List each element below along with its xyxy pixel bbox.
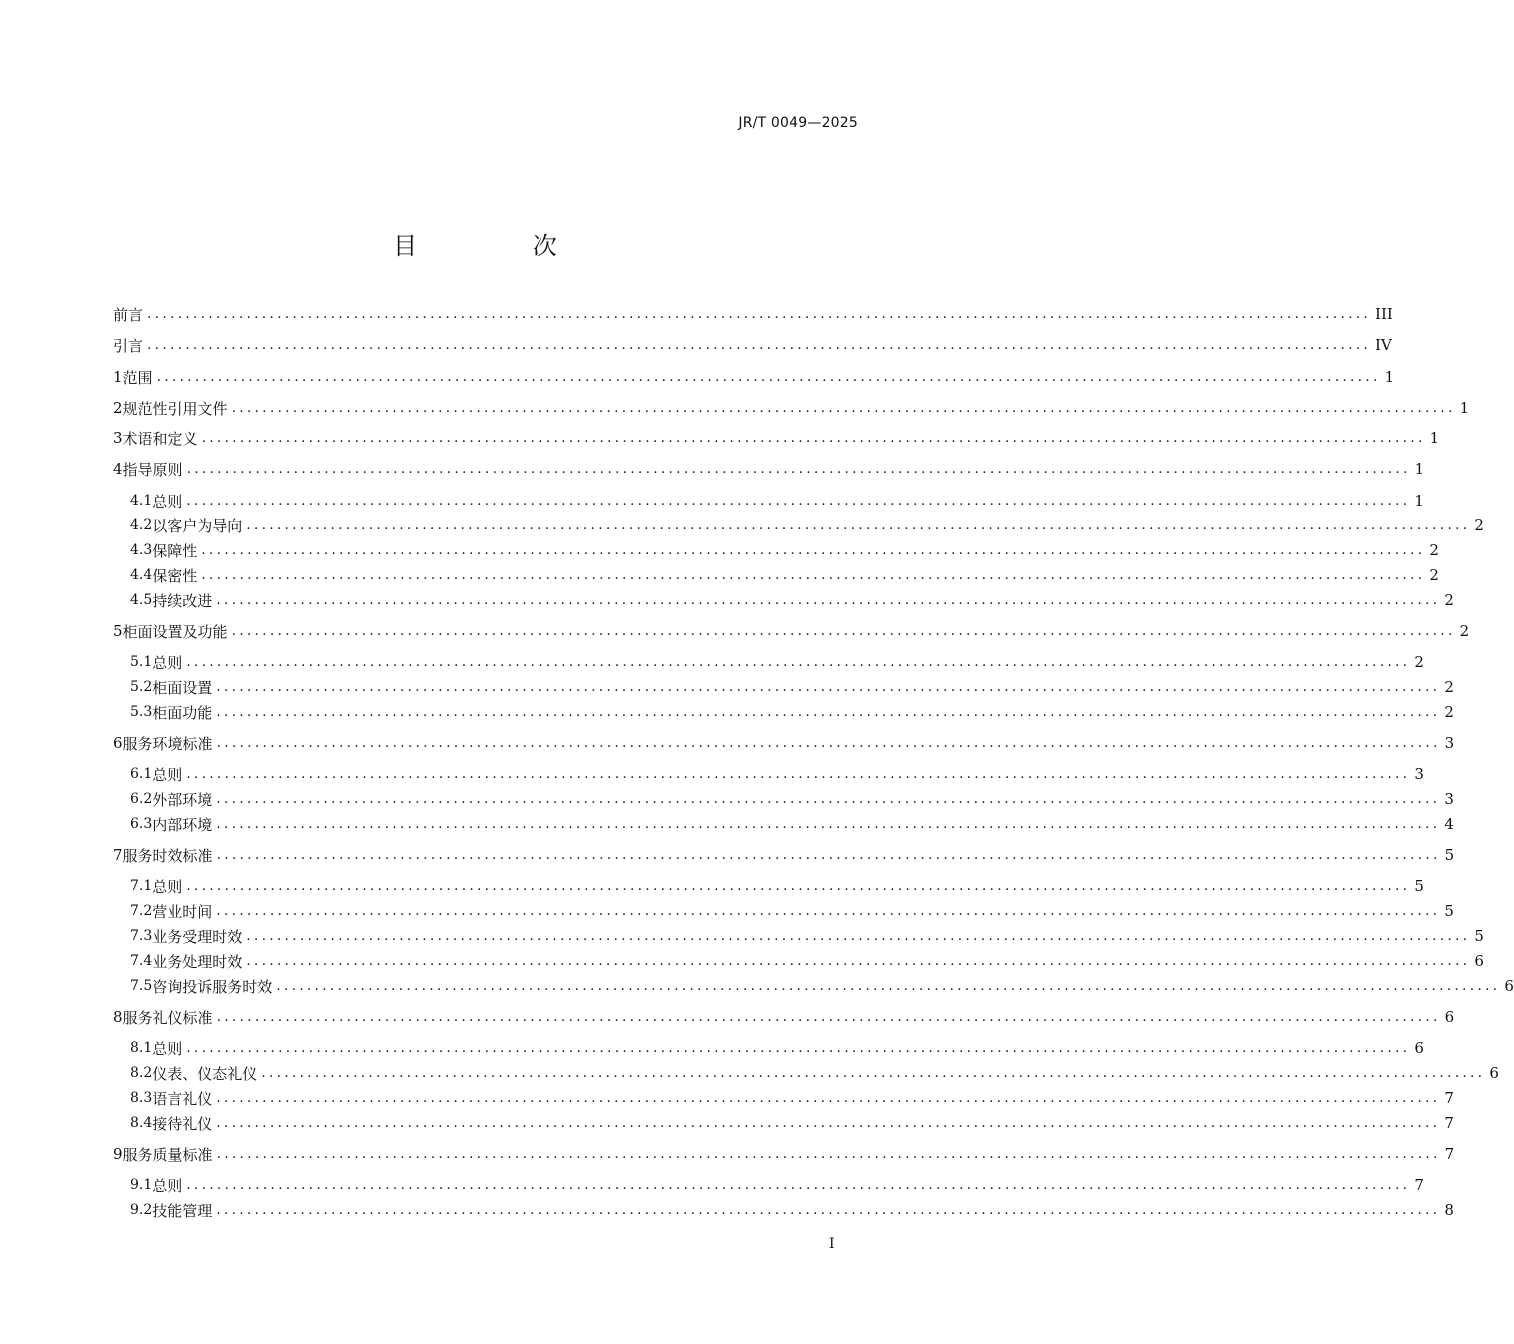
- toc-entry[interactable]: [130, 763, 1424, 785]
- toc-entry-page: 2: [1429, 566, 1439, 584]
- toc-leader-dots: ................................................................................................................................................................: [216, 903, 1441, 919]
- toc-entry-page: 6: [1474, 952, 1484, 970]
- toc-leader-dots: ................................................................................................................................................................: [186, 493, 1411, 509]
- toc-entry-page: 3: [1444, 790, 1454, 808]
- toc-entry-number: 7: [113, 846, 123, 864]
- toc-entry[interactable]: [113, 620, 1470, 642]
- toc-entry-page: 3: [1414, 765, 1424, 783]
- toc-entry[interactable]: [130, 900, 1454, 922]
- toc-entry-page: 7: [1414, 1176, 1424, 1194]
- toc-entry-page: III: [1375, 305, 1393, 323]
- toc-entry-page: 5: [1444, 902, 1454, 920]
- toc-entry-page: 7: [1444, 1145, 1455, 1163]
- toc-entry-title: 以客户为导向: [152, 516, 243, 535]
- toc-leader-dots: ................................................................................................................................................................: [186, 1040, 1411, 1056]
- toc-entry[interactable]: [130, 539, 1439, 561]
- toc-leader-dots: ................................................................................................................................................................: [216, 1202, 1441, 1218]
- toc-entry-title: 技能管理: [152, 1201, 213, 1220]
- toc-entry[interactable]: [113, 303, 1393, 325]
- toc-entry[interactable]: [130, 1087, 1454, 1109]
- toc-entry[interactable]: [113, 1143, 1455, 1165]
- toc-entry-title: 总则: [152, 653, 183, 672]
- toc-entry-title: 总则: [152, 1039, 183, 1058]
- toc-entry-title: 服务质量标准: [122, 1145, 213, 1164]
- toc-entry-title: 仪表、仪态礼仪: [152, 1064, 258, 1083]
- toc-entry-number: 5.3: [130, 704, 153, 720]
- toc-entry-number: 4.1: [130, 493, 153, 509]
- toc-entry[interactable]: [113, 334, 1392, 356]
- toc-entry-number: 4.3: [130, 542, 153, 558]
- toc-entry-number: 5: [113, 622, 123, 640]
- toc-entry-number: 8.3: [130, 1090, 153, 1106]
- toc-entry-title: 总则: [152, 877, 183, 896]
- toc-leader-dots: ................................................................................................................................................................: [186, 654, 1411, 670]
- toc-entry-title: 前言: [113, 305, 144, 324]
- toc-entry-number: 4.4: [130, 567, 153, 583]
- toc-entry-page: 6: [1444, 1008, 1455, 1026]
- toc-entry[interactable]: [130, 589, 1454, 611]
- toc-entry[interactable]: [130, 975, 1514, 997]
- toc-entry-number: 2: [113, 399, 123, 417]
- toc-leader-dots: ................................................................................................................................................................: [201, 430, 1426, 446]
- toc-entry[interactable]: [130, 701, 1454, 723]
- toc-leader-dots: ................................................................................................................................................................: [147, 337, 1372, 353]
- toc-entry[interactable]: [130, 1062, 1499, 1084]
- toc-entry-page: 6: [1504, 977, 1514, 995]
- toc-entry-page: 5: [1474, 927, 1484, 945]
- toc-leader-dots: ................................................................................................................................................................: [216, 679, 1441, 695]
- toc-entry-number: 1: [113, 368, 123, 386]
- toc-entry-number: 8.2: [130, 1065, 153, 1081]
- toc-leader-dots: ................................................................................................................................................................: [231, 623, 1456, 639]
- toc-entry-page: 2: [1444, 703, 1454, 721]
- toc-entry-page: 3: [1444, 734, 1455, 752]
- toc-entry-title: 范围: [122, 368, 153, 387]
- toc-leader-dots: ................................................................................................................................................................: [216, 1115, 1441, 1131]
- toc-entry-page: 7: [1444, 1089, 1454, 1107]
- toc-leader-dots: ................................................................................................................................................................: [246, 517, 1471, 533]
- document-code: JR/T 0049—2025: [738, 115, 858, 131]
- toc-entry-page: 4: [1444, 815, 1454, 833]
- toc-leader-dots: ................................................................................................................................................................: [231, 400, 1456, 416]
- toc-leader-dots: ................................................................................................................................................................: [216, 592, 1441, 608]
- toc-entry-page: 2: [1444, 678, 1454, 696]
- toc-entry-number: 6.1: [130, 766, 153, 782]
- toc-entry-number: 5.2: [130, 679, 153, 695]
- toc-entry[interactable]: [130, 1037, 1424, 1059]
- toc-entry-title: 规范性引用文件: [122, 399, 228, 418]
- toc-leader-dots: ................................................................................................................................................................: [186, 878, 1411, 894]
- toc-entry-title: 持续改进: [152, 591, 213, 610]
- toc-leader-dots: ................................................................................................................................................................: [216, 704, 1441, 720]
- toc-entry-title: 服务时效标准: [122, 846, 213, 865]
- toc-entry-number: 6.3: [130, 816, 153, 832]
- toc-entry-title: 外部环境: [152, 790, 213, 809]
- toc-entry-title: 内部环境: [152, 815, 213, 834]
- toc-entry-number: 8.1: [130, 1040, 153, 1056]
- toc-entry-number: 7.1: [130, 878, 153, 894]
- toc-entry[interactable]: [113, 1006, 1455, 1028]
- toc-entry[interactable]: [130, 564, 1439, 586]
- toc-entry-number: 7.2: [130, 903, 153, 919]
- toc-leader-dots: ................................................................................................................................................................: [261, 1065, 1486, 1081]
- toc-entry[interactable]: [130, 788, 1454, 810]
- toc-entry-title: 接待礼仪: [152, 1114, 213, 1133]
- toc-entry-number: 8: [113, 1008, 123, 1026]
- toc-title: 目 次: [393, 232, 611, 260]
- toc-leader-dots: ................................................................................................................................................................: [276, 978, 1501, 994]
- toc-entry-page: 2: [1429, 541, 1439, 559]
- toc-entry-title: 咨询投诉服务时效: [152, 977, 273, 996]
- toc-leader-dots: ................................................................................................................................................................: [216, 1009, 1441, 1025]
- toc-leader-dots: ................................................................................................................................................................: [156, 369, 1381, 385]
- toc-entry-page: 6: [1489, 1064, 1499, 1082]
- toc-entry[interactable]: [130, 1112, 1454, 1134]
- toc-leader-dots: ................................................................................................................................................................: [186, 766, 1411, 782]
- toc-leader-dots: ................................................................................................................................................................: [216, 1146, 1441, 1162]
- toc-entry-number: 7.4: [130, 953, 153, 969]
- toc-entry[interactable]: [130, 676, 1454, 698]
- toc-entry-number: 9.2: [130, 1202, 153, 1218]
- toc-entry-title: 保障性: [152, 541, 198, 560]
- toc-entry[interactable]: [130, 875, 1424, 897]
- toc-entry[interactable]: [113, 458, 1425, 480]
- toc-entry-title: 引言: [113, 336, 144, 355]
- toc-entry-number: 4.2: [130, 517, 153, 533]
- toc-entry[interactable]: [130, 490, 1424, 512]
- toc-leader-dots: ................................................................................................................................................................: [246, 928, 1471, 944]
- toc-entry-number: 7.3: [130, 928, 153, 944]
- toc-leader-dots: ................................................................................................................................................................: [216, 791, 1441, 807]
- toc-leader-dots: ................................................................................................................................................................: [216, 847, 1441, 863]
- page-number: I: [829, 1236, 835, 1252]
- toc-entry-page: 1: [1414, 492, 1424, 510]
- toc-entry-title: 服务环境标准: [122, 734, 213, 753]
- toc-entry-number: 7.5: [130, 978, 153, 994]
- toc-entry-page: 1: [1459, 399, 1470, 417]
- toc-entry-title: 业务处理时效: [152, 952, 243, 971]
- toc-entry[interactable]: [113, 366, 1395, 388]
- toc-entry[interactable]: [130, 950, 1484, 972]
- toc-entry-title: 柜面功能: [152, 703, 213, 722]
- toc-entry[interactable]: [130, 514, 1484, 536]
- toc-entry-title: 柜面设置及功能: [122, 622, 228, 641]
- toc-leader-dots: ................................................................................................................................................................: [246, 953, 1471, 969]
- toc-entry-number: 5.1: [130, 654, 153, 670]
- toc-leader-dots: ................................................................................................................................................................: [147, 306, 1372, 322]
- toc-entry-title: 服务礼仪标准: [122, 1008, 213, 1027]
- toc-entry-page: 5: [1444, 846, 1455, 864]
- toc-entry-page: 5: [1414, 877, 1424, 895]
- toc-entry[interactable]: [130, 651, 1424, 673]
- toc-entry-page: 1: [1429, 429, 1440, 447]
- toc-entry-number: 6: [113, 734, 123, 752]
- toc-entry[interactable]: [113, 732, 1455, 754]
- toc-entry-title: 业务受理时效: [152, 927, 243, 946]
- toc-entry-page: 2: [1444, 591, 1454, 609]
- toc-entry-page: 8: [1444, 1201, 1454, 1219]
- toc-entry-number: 3: [113, 429, 123, 447]
- toc-entry-page: 2: [1474, 516, 1484, 534]
- toc-entry-page: 6: [1414, 1039, 1424, 1057]
- toc-entry-number: 4.5: [130, 592, 153, 608]
- toc-leader-dots: ................................................................................................................................................................: [216, 816, 1441, 832]
- toc-leader-dots: ................................................................................................................................................................: [201, 542, 1426, 558]
- toc-entry-title: 总则: [152, 492, 183, 511]
- toc-entry-page: 7: [1444, 1114, 1454, 1132]
- toc-leader-dots: ................................................................................................................................................................: [216, 1090, 1441, 1106]
- toc-entry-title: 保密性: [152, 566, 198, 585]
- toc-entry-page: IV: [1375, 336, 1392, 354]
- toc-entry-title: 营业时间: [152, 902, 213, 921]
- toc-leader-dots: ................................................................................................................................................................: [201, 567, 1426, 583]
- toc-entry-title: 指导原则: [122, 460, 183, 479]
- toc-entry[interactable]: [130, 1174, 1424, 1196]
- toc-entry-number: 9: [113, 1145, 123, 1163]
- toc-entry[interactable]: [113, 397, 1470, 419]
- toc-entry-page: 1: [1384, 368, 1395, 386]
- toc-leader-dots: ................................................................................................................................................................: [216, 735, 1441, 751]
- toc-entry[interactable]: [130, 925, 1484, 947]
- toc-entry-title: 总则: [152, 765, 183, 784]
- toc-entry-number: 8.4: [130, 1115, 153, 1131]
- toc-entry[interactable]: [113, 844, 1455, 866]
- toc-entry-page: 2: [1414, 653, 1424, 671]
- toc-entry-number: 4: [113, 460, 123, 478]
- toc-entry-title: 术语和定义: [122, 429, 198, 448]
- toc-leader-dots: ................................................................................................................................................................: [186, 1177, 1411, 1193]
- toc-entry[interactable]: [130, 1199, 1454, 1221]
- toc-entry[interactable]: [130, 813, 1454, 835]
- toc-entry-number: 9.1: [130, 1177, 153, 1193]
- toc-entry-page: 2: [1459, 622, 1470, 640]
- toc-entry-title: 语言礼仪: [152, 1089, 213, 1108]
- toc-entry[interactable]: [113, 427, 1440, 449]
- toc-entry-number: 6.2: [130, 791, 153, 807]
- toc-leader-dots: ................................................................................................................................................................: [186, 461, 1411, 477]
- toc-entry-page: 1: [1414, 460, 1425, 478]
- toc-entry-title: 柜面设置: [152, 678, 213, 697]
- toc-entry-title: 总则: [152, 1176, 183, 1195]
